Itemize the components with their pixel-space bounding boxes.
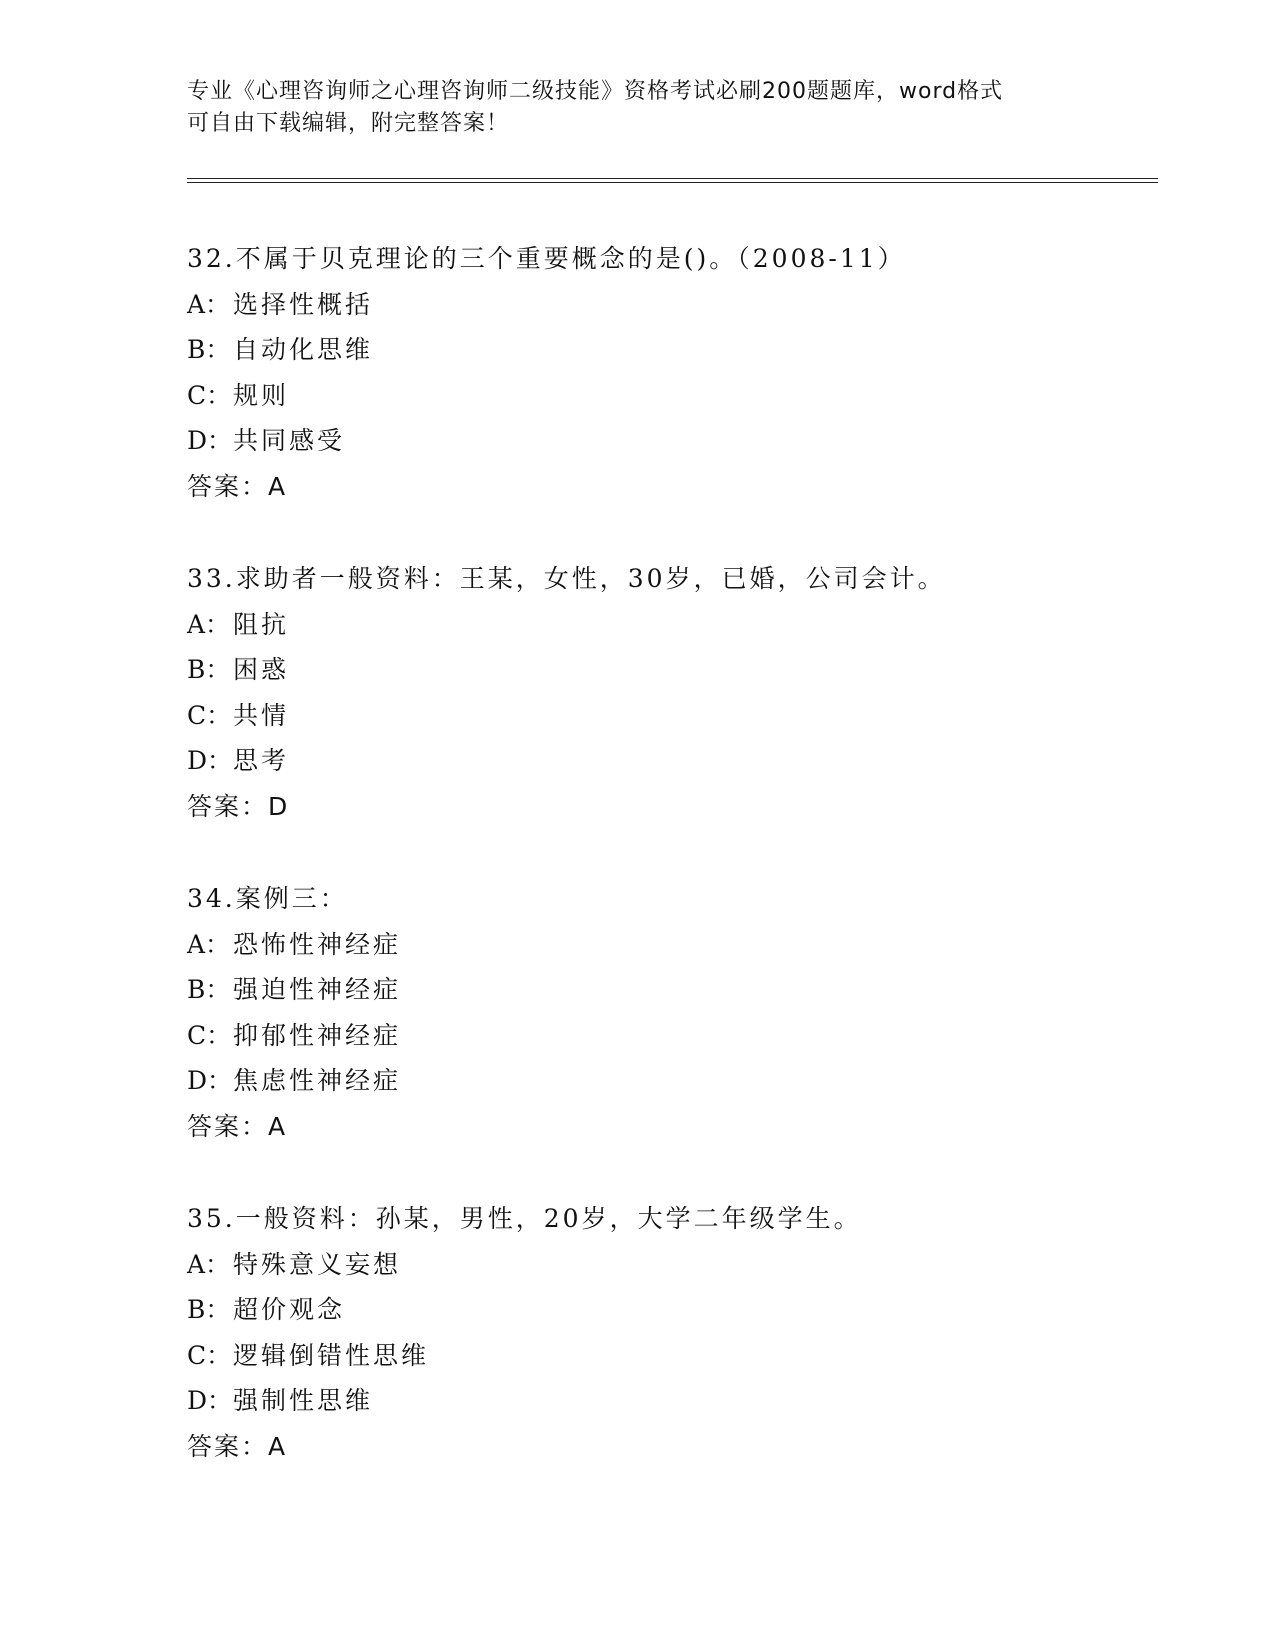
option-text: 选择性概括 [233, 289, 374, 319]
option-a [187, 1242, 1157, 1288]
answer-line: 答案：A [187, 1431, 288, 1461]
question-item [187, 556, 1157, 876]
option-letter: D： [187, 426, 233, 456]
option-text: 焦虑性神经症 [233, 1066, 402, 1096]
option-letter: C： [187, 700, 232, 730]
option-letter: A： [187, 1249, 231, 1279]
option-a [187, 282, 1157, 328]
question-list [187, 236, 1157, 1516]
option-text: 共同感受 [233, 426, 346, 456]
option-text: 困惑 [233, 655, 290, 685]
answer-line: 答案：D [187, 791, 290, 821]
option-b [187, 647, 1157, 693]
document-header [187, 76, 1087, 140]
option-c [187, 373, 1157, 419]
option-c [187, 1013, 1157, 1059]
option-letter: A： [187, 929, 231, 959]
question-title: 33.求助者一般资料：王某，女性，30岁，已婚，公司会计。 [187, 564, 946, 593]
option-letter: D： [187, 746, 233, 776]
option-a [187, 922, 1157, 968]
option-letter: A： [187, 289, 231, 319]
header-divider-top [187, 178, 1158, 179]
header-line-1: 专业《心理咨询师之心理咨询师二级技能》资格考试必刷200题题库，word格式 [187, 79, 1004, 104]
option-letter: C： [187, 380, 232, 410]
option-text: 阻抗 [233, 609, 290, 639]
option-text: 自动化思维 [233, 335, 374, 365]
option-letter: B： [187, 975, 231, 1005]
question-item [187, 876, 1157, 1196]
question-title: 35.一般资料：孙某，男性，20岁，大学二年级学生。 [187, 1204, 862, 1233]
option-c [187, 693, 1157, 739]
option-a [187, 602, 1157, 648]
option-letter: C： [187, 1340, 232, 1370]
option-letter: B： [187, 655, 231, 685]
option-text: 逻辑倒错性思维 [233, 1340, 430, 1370]
header-line-2: 可自由下载编辑，附完整答案！ [187, 111, 510, 136]
option-d [187, 1378, 1157, 1424]
option-letter: D： [187, 1386, 233, 1416]
header-divider-bottom [187, 182, 1158, 183]
option-letter: B： [187, 1295, 231, 1325]
option-text: 规则 [233, 380, 290, 410]
question-title: 34.案例三： [187, 884, 348, 913]
option-text: 恐怖性神经症 [233, 929, 402, 959]
option-text: 共情 [233, 700, 290, 730]
option-letter: B： [187, 335, 231, 365]
option-b [187, 967, 1157, 1013]
option-b [187, 1287, 1157, 1333]
option-letter: C： [187, 1020, 232, 1050]
question-item [187, 1196, 1157, 1516]
option-text: 抑郁性神经症 [233, 1020, 402, 1050]
option-d [187, 738, 1157, 784]
option-letter: A： [187, 609, 231, 639]
option-b [187, 327, 1157, 373]
option-d [187, 1058, 1157, 1104]
answer-line: 答案：A [187, 471, 288, 501]
option-letter: D： [187, 1066, 233, 1096]
option-text: 思考 [233, 746, 290, 776]
question-title: 32.不属于贝克理论的三个重要概念的是()。（2008-11） [187, 244, 906, 273]
option-text: 强制性思维 [233, 1386, 374, 1416]
option-d [187, 418, 1157, 464]
option-text: 特殊意义妄想 [233, 1249, 402, 1279]
question-item [187, 236, 1157, 556]
option-c [187, 1333, 1157, 1379]
answer-line: 答案：A [187, 1111, 288, 1141]
option-text: 超价观念 [233, 1295, 346, 1325]
option-text: 强迫性神经症 [233, 975, 402, 1005]
